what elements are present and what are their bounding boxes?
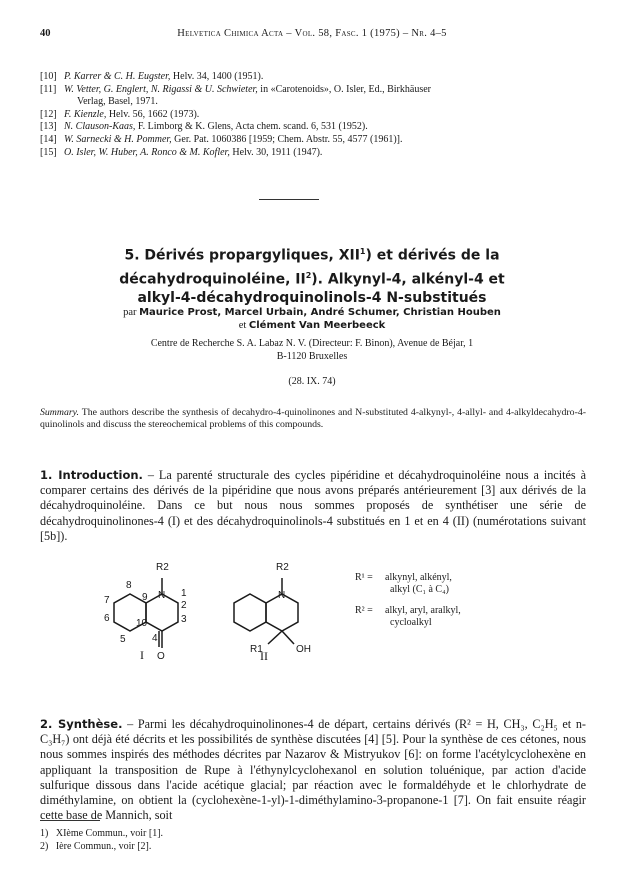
ring-number: 5 — [120, 634, 126, 645]
reference-item: [11] W. Vetter, G. Englert, N. Rigassi & U. Schwieter, in «Carotenoids», O. Isler, Ed., Birkhäuser — [40, 83, 431, 95]
received-date: (28. IX. 74) — [288, 376, 336, 387]
r2-label: R2 — [276, 562, 289, 573]
footnote: 2) Ière Commun., voir [2]. — [40, 841, 152, 852]
footnote-divider — [40, 820, 100, 821]
section-heading: 2. Synthèse. — [40, 717, 123, 731]
author-list: par Maurice Prost, Marcel Urbain, André Schumer, Christian Houben et Clément Van Meerbeeck — [123, 307, 501, 331]
running-head: Helvetica Chimica Acta – Vol. 58, Fasc. 1 (1975) – Nr. 4–5 — [177, 28, 447, 39]
r1-label: R1 — [250, 644, 263, 655]
compound-label-I: I — [140, 648, 144, 662]
footnote: 1) XIème Commun., voir [1]. — [40, 828, 164, 839]
structure-II — [234, 562, 311, 663]
compound-label-II: II — [260, 649, 268, 663]
n-atom-label: N — [158, 590, 166, 601]
reference-item: [15] O. Isler, W. Huber, A. Ronco & M. Kofler, Helv. 30, 1911 (1947). — [40, 146, 323, 158]
summary: Summary. The authors describe the synthesis of decahydro-4-quinolinones and N-substituted 4-alkynyl-, 4-allyl- and 4-alkyldecahydro-4-quinolinols and discuss the stereochemical problems of this compounds. — [40, 407, 586, 431]
legend-row: R¹ = alkynyl, alkényl, alkyl (C₁ à C₄) — [355, 572, 452, 596]
reference-list — [40, 71, 584, 159]
legend-row: R² = alkyl, aryl, aralkyl, cycloalkyl — [355, 604, 461, 629]
ring-number: 3 — [181, 614, 187, 625]
ring-number: 10 — [136, 618, 148, 629]
substituent-legend — [355, 572, 525, 630]
ring-number: 6 — [104, 613, 110, 624]
section-heading: 1. Introduction. — [40, 468, 143, 482]
reference-item: [13] N. Clauson-Kaas, F. Limborg & K. Glens, Acta chem. scand. 6, 531 (1952). — [40, 121, 368, 133]
reference-item: [10] P. Karrer & C. H. Eugster, Helv. 34, 1400 (1951). — [40, 71, 264, 82]
structure-I — [104, 562, 187, 662]
ring-number: 9 — [142, 592, 148, 603]
ring-number: 7 — [104, 595, 110, 606]
hydroxyl-label: OH — [296, 644, 311, 655]
page-header — [40, 28, 584, 42]
structure-drawings — [60, 556, 350, 664]
chemical-structures — [60, 556, 580, 664]
ring-number: 4 — [152, 633, 158, 644]
article-title: 5. Dérivés propargyliques, XII$^1$) et dérivés de la décahydroquinoléine, $II^2$). Alkynyl-4, alkényl-4 et alkyl-4-décahydroquinolinols-4 N-substitués — [119, 247, 505, 307]
affiliation: Centre de Recherche S. A. Labaz N. V. (Directeur: F. Binon), Avenue de Béjar, 1 B-1120 Bruxelles — [150, 338, 474, 362]
ring-number: 2 — [181, 600, 187, 611]
r1-bond — [268, 631, 282, 644]
reference-item-continuation: Verlag, Basel, 1971. — [77, 96, 158, 108]
section-divider — [259, 199, 319, 200]
oh-bond — [282, 631, 294, 644]
section-introduction: 1. Introduction. – La parenté structurale des cycles pipéridine et décahydroquinoléine nous a incités à comparer certains des dérivés de la pipéridine que nous avons préparés antérieurement [3] aux dérivés de la décahydroquinoléine. Dans ce but nous nous sommes proposés de synthétiser une série de décahydroquinolinones-4 (I) et des décahydroquinolinols-4 substitués en 1 et en 4 (II) (numérotations suivant [5b]). — [40, 468, 586, 543]
oxygen-label: O — [157, 651, 165, 662]
page-number: 40 — [40, 28, 51, 39]
n-atom-label: N — [278, 590, 286, 601]
ring-number: 8 — [126, 580, 132, 591]
reference-item: [12] F. Kienzle, Helv. 56, 1662 (1973). — [40, 108, 200, 120]
ring-number: 1 — [181, 588, 187, 599]
reference-item: [14] W. Sarnecki & H. Pommer, Ger. Pat. 1060386 [1959; Chem. Abstr. 55, 4577 (1961)]. — [40, 133, 403, 145]
footnotes — [40, 827, 163, 853]
section-synthese: 2. Synthèse. – Parmi les décahydroquinolinones-4 de départ, certains dérivés (R² = H, CH₃, C₂H₅ et n- C₃H₇) ont déjà été décrits et les possibilités de synthèse discutées [4] [5]. Pour la synthèse de ces cétones, nous nous sommes inspirés des méthodes décrites par Nazarov & Mistryukov [6]: on forme l'acétylcyclohexène en appliquant la transposition de Rupe à l'éthynylcyclohexanol en solution toluénique, par action d'acide sulfurique dissous dans l'acide acétique glacial; par réaction avec le formaldéhyde et le chlorhydrate de diméthylamine, on obtient la (cyclohexène-1-yl)-1-diméthylamino-3-propanone-1 [7]. On fait ensuite réagir cette base de Mannich, soit — [40, 717, 586, 823]
r2-label: R2 — [156, 562, 169, 573]
